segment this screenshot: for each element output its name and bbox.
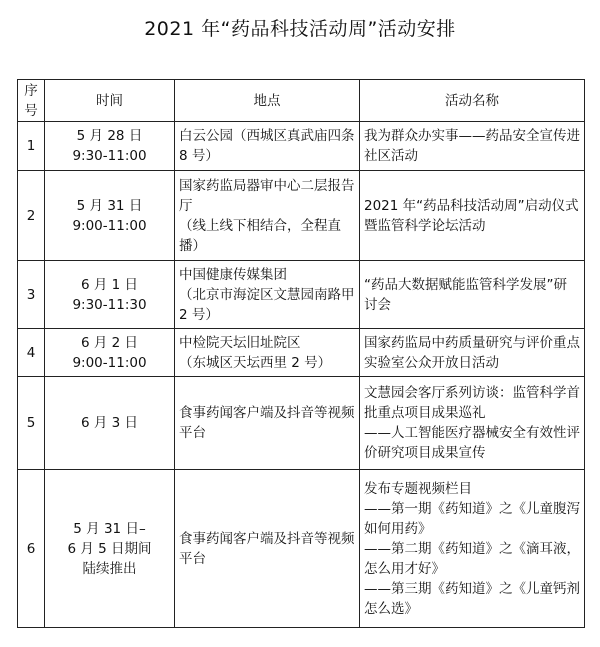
row-time: 6 月 1 日 9:30-11:30 xyxy=(45,261,175,329)
row-place: 国家药监局器审中心二层报告厅 （线上线下相结合，全程直播） xyxy=(175,171,360,261)
row-activity: 发布专题视频栏目 ——第一期《药知道》之《儿童腹泻如何用药》 ——第二期《药知道》之《滴耳液，怎么用才好》 ——第三期《药知道》之《儿童钙剂怎么选》 xyxy=(360,470,585,628)
table-row xyxy=(18,261,585,329)
row-place: 食事药闻客户端及抖音等视频平台 xyxy=(175,377,360,470)
row-activity: 文慧园会客厅系列访谈：监管科学首批重点项目成果巡礼 ——人工智能医疗器械安全有效性评价研究项目成果宣传 xyxy=(360,377,585,470)
table-row xyxy=(18,470,585,628)
row-time: 5 月 31 日 9:00-11:00 xyxy=(45,171,175,261)
header-place: 地点 xyxy=(175,80,360,122)
row-activity: 国家药监局中药质量研究与评价重点实验室公众开放日活动 xyxy=(360,329,585,377)
header-index: 序号 xyxy=(18,80,45,122)
row-place: 白云公园（西城区真武庙四条 8 号） xyxy=(175,122,360,171)
row-time: 6 月 2 日 9:00-11:00 xyxy=(45,329,175,377)
row-activity: 2021 年“药品科技活动周”启动仪式暨监管科学论坛活动 xyxy=(360,171,585,261)
table-row xyxy=(18,377,585,470)
table-row xyxy=(18,329,585,377)
table-header-row xyxy=(18,80,585,122)
row-time: 6 月 3 日 xyxy=(45,377,175,470)
row-place: 中检院天坛旧址院区 （东城区天坛西里 2 号） xyxy=(175,329,360,377)
row-index: 4 xyxy=(18,329,45,377)
table-row xyxy=(18,122,585,171)
row-activity: “药品大数据赋能监管科学发展”研讨会 xyxy=(360,261,585,329)
row-time: 5 月 31 日– 6 月 5 日期间 陆续推出 xyxy=(45,470,175,628)
row-index: 3 xyxy=(18,261,45,329)
table-row xyxy=(18,171,585,261)
header-activity: 活动名称 xyxy=(360,80,585,122)
page-title: 2021 年“药品科技活动周”活动安排 xyxy=(144,18,456,40)
row-index: 1 xyxy=(18,122,45,171)
row-time: 5 月 28 日 9:30-11:00 xyxy=(45,122,175,171)
row-index: 6 xyxy=(18,470,45,628)
row-index: 2 xyxy=(18,171,45,261)
row-index: 5 xyxy=(18,377,45,470)
header-time: 时间 xyxy=(45,80,175,122)
row-place: 中国健康传媒集团 （北京市海淀区文慧园南路甲 2 号） xyxy=(175,261,360,329)
row-activity: 我为群众办实事——药品安全宣传进社区活动 xyxy=(360,122,585,171)
schedule-table xyxy=(17,79,585,628)
row-place: 食事药闻客户端及抖音等视频平台 xyxy=(175,470,360,628)
